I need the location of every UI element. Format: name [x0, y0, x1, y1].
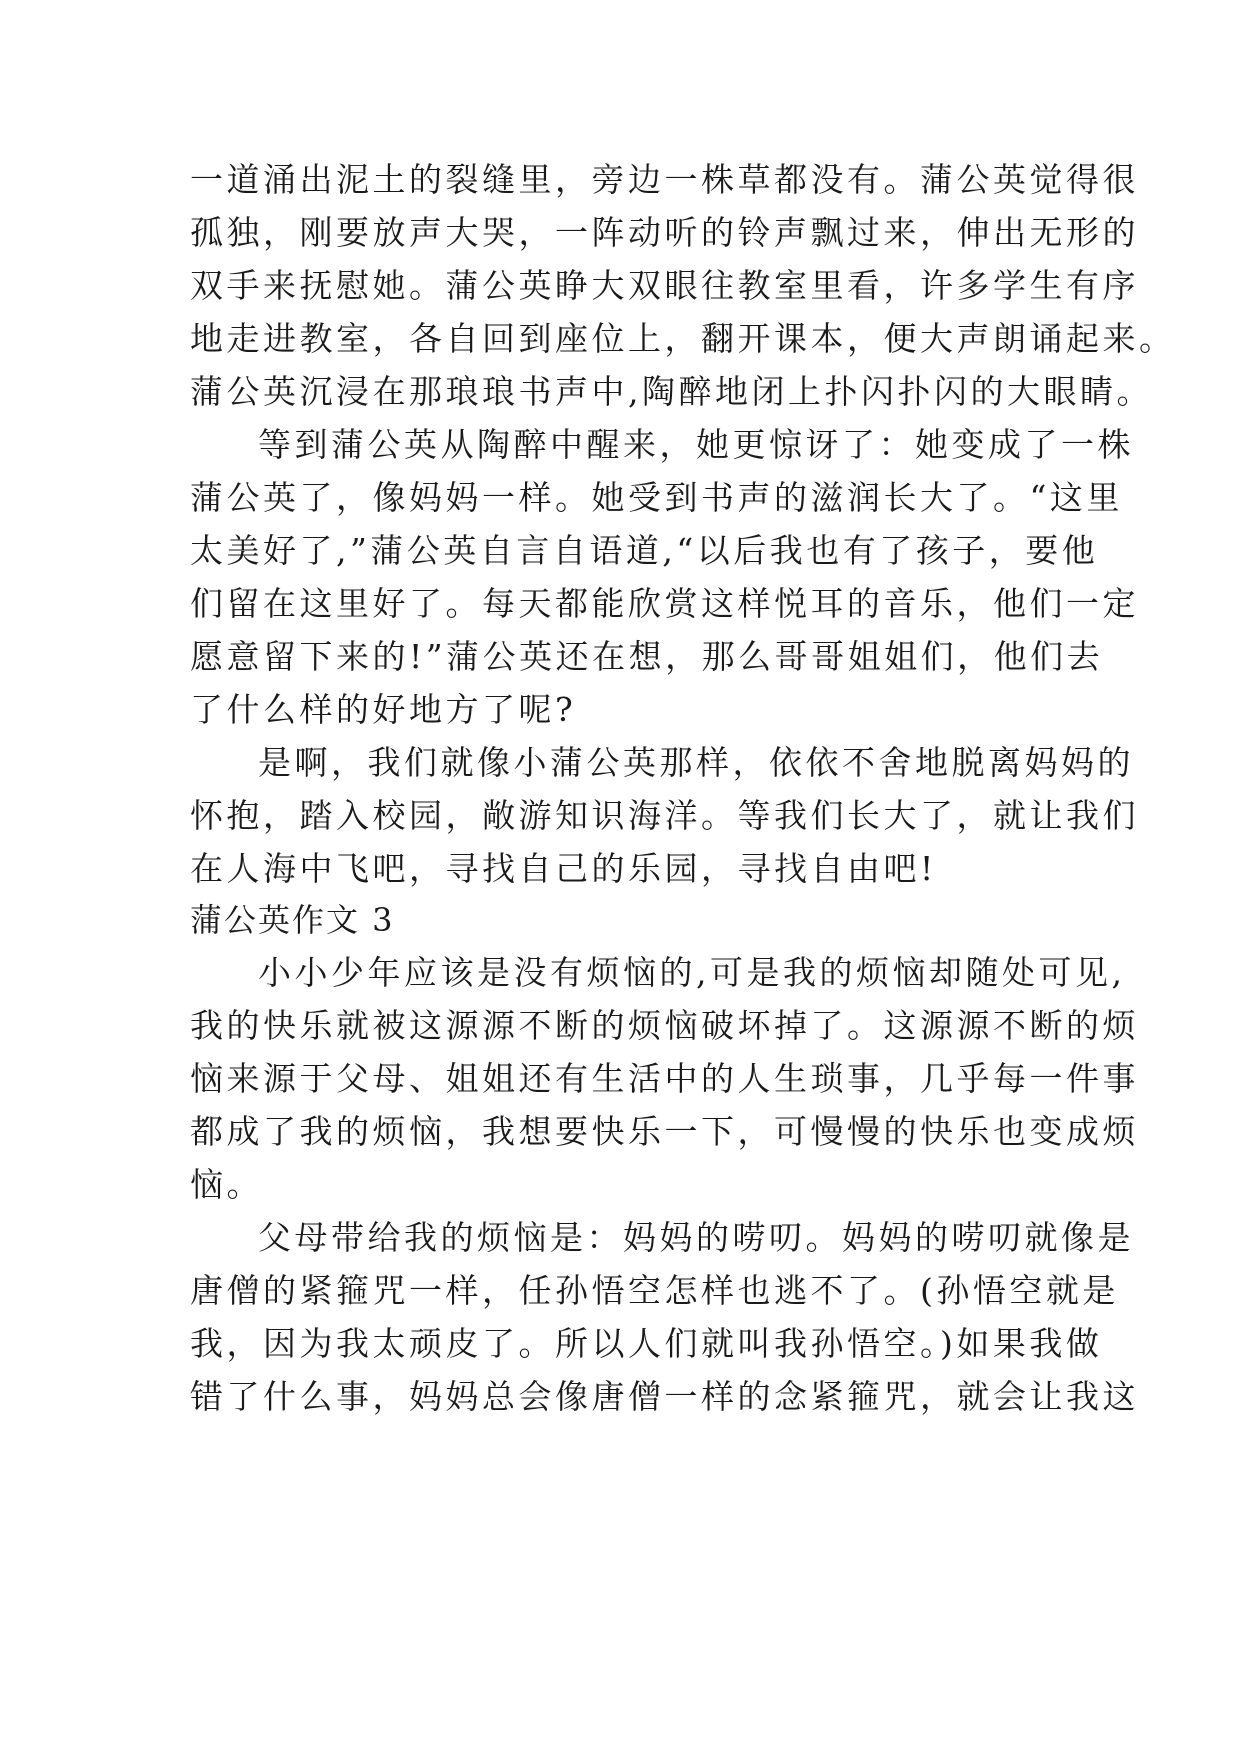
text-line: 地走进教室，各自回到座位上，翻开课本，便大声朗诵起来。: [190, 319, 1176, 358]
text-line: 们留在这里好了。每天都能欣赏这样悦耳的音乐，他们一定: [190, 584, 1139, 623]
text-line: 一道涌出泥土的裂缝里，旁边一株草都没有。蒲公英觉得很: [190, 160, 1139, 199]
paragraph-first-line: 是啊，我们就像小蒲公英那样，依依不舍地脱离妈妈的: [258, 743, 1134, 782]
text-line: 了什么样的好地方了呢?: [190, 690, 577, 729]
text-line: 唐僧的紧箍咒一样，任孙悟空怎样也逃不了。(孙悟空就是: [190, 1271, 1119, 1310]
text-line: 怀抱，踏入校园，敞游知识海洋。等我们长大了，就让我们: [190, 796, 1139, 835]
text-line: 在人海中飞吧，寻找自己的乐园，寻找自由吧!: [190, 849, 937, 888]
text-line: 双手来抚慰她。蒲公英睁大双眼往教室里看，许多学生有序: [190, 266, 1139, 305]
text-line: 太美好了,”蒲公英自言自语道,“以后我也有了孩子，要他: [190, 531, 1099, 570]
text-line: 蒲公英沉浸在那琅琅书声中,陶醉地闭上扑闪扑闪的大眼睛。: [190, 372, 1153, 411]
text-line: 愿意留下来的!”蒲公英还在想，那么哥哥姐姐们，他们去: [190, 637, 1104, 676]
paragraph-first-line: 小小少年应该是没有烦恼的,可是我的烦恼却随处可见,: [258, 953, 1126, 992]
text-line: 恼来源于父母、姐姐还有生活中的人生琐事，几乎每一件事: [190, 1059, 1139, 1098]
text-line: 恼。: [190, 1165, 263, 1204]
text-line: 我的快乐就被这源源不断的烦恼破坏掉了。这源源不断的烦: [190, 1006, 1139, 1045]
text-line: 蒲公英了，像妈妈一样。她受到书声的滋润长大了。“这里: [190, 478, 1123, 517]
paragraph-first-line: 父母带给我的烦恼是：妈妈的唠叨。妈妈的唠叨就像是: [258, 1218, 1134, 1257]
text-line: 孤独，刚要放声大哭，一阵动听的铃声飘过来，伸出无形的: [190, 213, 1139, 252]
section-heading: 蒲公英作文 3: [190, 901, 395, 939]
text-line: 都成了我的烦恼，我想要快乐一下，可慢慢的快乐也变成烦: [190, 1112, 1139, 1151]
text-line: 我，因为我太顽皮了。所以人们就叫我孙悟空。)如果我做: [190, 1324, 1103, 1363]
paragraph-first-line: 等到蒲公英从陶醉中醒来，她更惊讶了：她变成了一株: [258, 425, 1134, 464]
text-line: 错了什么事，妈妈总会像唐僧一样的念紧箍咒，就会让我这: [190, 1377, 1139, 1416]
